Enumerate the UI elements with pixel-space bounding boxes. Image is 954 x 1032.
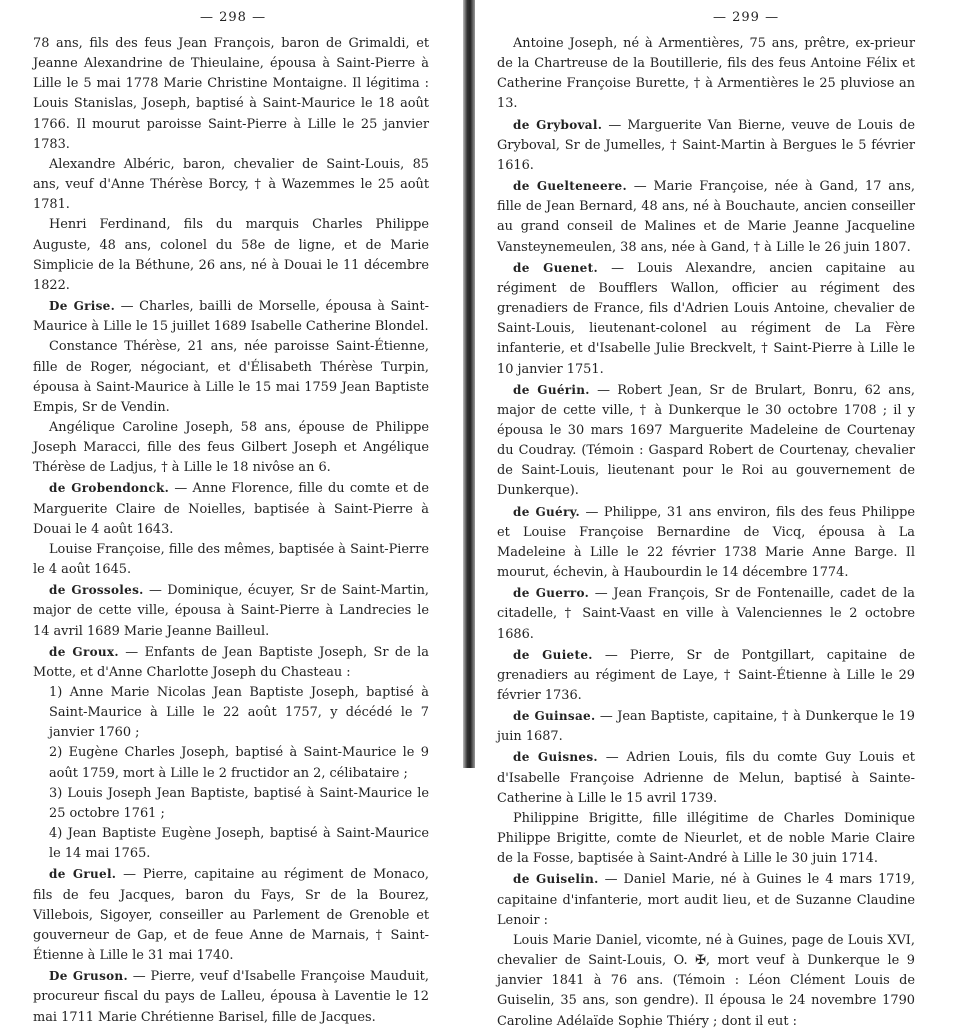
paragraph-text: Antoine Joseph, né à Armentières, 75 ans, prêtre, ex-prieur de la Chartreuse de la Boutillerie, fils des feus Antoine Félix et Catherine Françoise Burette, † à Armentières le 25 pluviose an 13. <box>497 36 915 112</box>
right-page <box>475 0 954 1029</box>
paragraph-text: 2) Eugène Charles Joseph, baptisé à Saint-Maurice le 9 août 1759, mort à Lille le 2 fructidor an 2, célibataire ; <box>49 745 429 781</box>
family-heading: de Groux. <box>49 644 119 659</box>
list-item <box>33 784 429 824</box>
entry-paragraph <box>497 869 915 930</box>
family-heading: de Guinsae. <box>513 709 596 724</box>
list-item <box>33 683 429 743</box>
entry-paragraph <box>33 296 429 337</box>
entry-paragraph <box>497 380 915 502</box>
paragraph-text: 1) Anne Marie Nicolas Jean Baptiste Joseph, baptisé à Saint-Maurice à Lille le 22 août 1757, y décédé le 7 janvier 1760 ; <box>49 685 429 741</box>
paragraph-text: — Anne Florence, fille du comte et de Marguerite Claire de Noielles, baptisée à Saint-Pierre à Douai le 4 août 1643. <box>33 481 429 537</box>
entry-paragraph <box>497 258 915 380</box>
family-heading: De Gruson. <box>49 969 128 984</box>
text-paragraph <box>33 418 429 478</box>
entry-paragraph <box>497 706 915 747</box>
family-heading: de Guenet. <box>513 260 598 275</box>
family-heading: de Guerro. <box>513 586 590 601</box>
paragraph-text: — Pierre, veuf d'Isabelle Françoise Mauduit, procureur fiscal du pays de Lalleu, épousa à Laventie le 12 mai 1711 Marie Chrétienne Barisel, fille de Jacques. <box>33 969 429 1025</box>
text-paragraph <box>497 809 915 869</box>
entry-paragraph <box>497 115 915 176</box>
family-heading: De Grise. <box>49 299 116 314</box>
paragraph-text: Philippine Brigitte, fille illégitime de Charles Dominique Philippe Brigitte, comte de Nieurlet, et de noble Marie Claire de la Fosse, baptisée à Saint-André à Lille le 30 juin 1714. <box>497 810 915 867</box>
entry-paragraph <box>497 747 915 808</box>
family-heading: de Guelteneere. <box>513 179 627 194</box>
paragraph-text: — Daniel Marie, né à Guines le 4 mars 1719, capitaine d'infanterie, mort audit lieu, et de Suzanne Claudine Lenoir : <box>497 872 915 928</box>
paragraph-text: — Jean François, Sr de Fontenaille, cadet de la citadelle, † Saint-Vaast en ville à Valenciennes le 2 octobre 1686. <box>497 586 915 642</box>
paragraph-text: — Charles, bailli de Morselle, épousa à Saint-Maurice à Lille le 15 juillet 1689 Isabelle Catherine Blondel. <box>33 299 429 335</box>
paragraph-text: Constance Thérèse, 21 ans, née paroisse Saint-Étienne, fille de Roger, négociant, et d'Élisabeth Thérèse Turpin, épousa à Saint-Maurice à Lille le 15 mai 1759 Jean Baptiste Empis, Sr de Vendin. <box>33 339 429 415</box>
paragraph-text: — Philippe, 31 ans environ, fils des feus Philippe et Louise Françoise Bernardine de Vicq, épousa à La Madeleine à Lille le 22 février 1738 Marie Anne Barge. Il mourut, échevin, à Haubourdin le 14 décembre 1774. <box>497 504 915 581</box>
entry-paragraph <box>33 642 429 683</box>
entry-paragraph <box>497 176 915 258</box>
paragraph-text: Louis Marie Daniel, vicomte, né à Guines, page de Louis XVI, chevalier de Saint-Louis, O. ✠, mort veuf à Dunkerque le 9 janvier 1841 à 76 ans. (Témoin : Léon Clément Louis de Guiselin, 35 ans, son gendre). Il épousa le 24 novembre 1790 Caroline Adélaïde Sophie Thiéry ; dont il eut : <box>497 932 915 1029</box>
text-paragraph <box>33 540 429 580</box>
text-paragraph <box>33 337 429 418</box>
paragraph-text: 3) Louis Joseph Jean Baptiste, baptisé à Saint-Maurice le 25 octobre 1761 ; <box>49 785 429 821</box>
paragraph-text: — Jean Baptiste, capitaine, † à Dunkerque le 19 juin 1687. <box>497 709 915 745</box>
family-heading: de Guisnes. <box>513 750 598 765</box>
family-heading: de Grossoles. <box>49 583 144 598</box>
paragraph-text: Angélique Caroline Joseph, 58 ans, épouse de Philippe Joseph Maracci, fille des feus Gilbert Joseph et Angélique Thérèse de Ladjus, † à Lille le 18 nivôse an 6. <box>33 419 429 476</box>
family-heading: de Gryboval. <box>513 117 603 132</box>
paragraph-text: — Marguerite Van Bierne, veuve de Louis de Gryboval, Sr de Jumelles, † Saint-Martin à Bergues le 5 février 1616. <box>497 117 916 173</box>
paragraph-text: 78 ans, fils des feus Jean François, baron de Grimaldi, et Jeanne Alexandrine de Thieulaine, épousa à Saint-Pierre à Lille le 5 mai 1778 Marie Christine Montaigne. Il légitima : Louis Stanislas, Joseph, baptisé à Saint-Maurice le 18 août 1766. Il mourut paroisse Saint-Pierre à Lille le 25 janvier 1783. <box>33 36 429 152</box>
entry-paragraph <box>33 864 429 966</box>
text-column <box>497 34 915 1032</box>
paragraph-text: Henri Ferdinand, fils du marquis Charles Philippe Auguste, 48 ans, colonel du 58e de ligne, et de Marie Simplicie de la Béthune, 26 ans, né à Douai le 11 décembre 1822. <box>33 217 429 293</box>
entry-paragraph <box>33 580 429 641</box>
paragraph-text: — Marie Françoise, née à Gand, 17 ans, fille de Jean Bernard, 48 ans, né à Bouchaute, ancien conseiller au grand conseil de Malines et de Marie Jeanne Jacqueline Vansteynemeulen, 38 ans, née à Gand, † à Lille le 26 juin 1807. <box>497 179 915 255</box>
left-page <box>0 0 464 1025</box>
text-paragraph <box>33 34 429 155</box>
paragraph-text: Louise Françoise, fille des mêmes, baptisée à Saint-Pierre le 4 août 1645. <box>33 541 429 578</box>
paragraph-text: — Adrien Louis, fils du comte Guy Louis et d'Isabelle Françoise Adrienne de Melun, baptisé à Sainte-Catherine à Lille le 15 avril 1739. <box>497 750 915 806</box>
entry-paragraph <box>33 478 429 539</box>
list-item <box>33 824 429 864</box>
text-paragraph <box>497 931 915 1032</box>
page-number: — 298 — <box>200 10 267 25</box>
paragraph-text: — Robert Jean, Sr de Brulart, Bonru, 62 ans, major de cette ville, † à Dunkerque le 30 octobre 1708 ; il y épousa le 30 mars 1697 Marguerite Madeleine de Courtenay du Coudray. (Témoin : Gaspard Robert de Courtenay, chevalier de Saint-Louis, lieutenant pour le Roi au gouvernement de Dunkerque). <box>497 382 915 499</box>
family-heading: de Guiselin. <box>513 872 599 887</box>
paragraph-text: 4) Jean Baptiste Eugène Joseph, baptisé à Saint-Maurice le 14 mai 1765. <box>49 826 429 862</box>
book-gutter <box>463 0 475 768</box>
family-heading: de Guérin. <box>513 382 590 397</box>
text-paragraph <box>497 34 915 115</box>
paragraph-text: — Pierre, Sr de Pontgillart, capitaine de grenadiers au régiment de Laye, † Saint-Étienne à Lille le 29 février 1736. <box>497 647 915 703</box>
text-paragraph <box>33 155 429 215</box>
entry-paragraph <box>33 966 429 1027</box>
paragraph-text: — Pierre, capitaine au régiment de Monaco, fils de feu Jacques, baron du Fays, Sr de la Bourez, Villebois, Sigoyer, conseiller au Parlement de Grenoble et gouverneur de Gap, et de feue Anne de Marnais, † Saint-Étienne à Lille le 31 mai 1740. <box>33 867 429 964</box>
entry-paragraph <box>497 583 915 644</box>
family-heading: de Guéry. <box>513 504 580 519</box>
page-number: — 299 — <box>713 10 780 25</box>
entry-paragraph <box>497 502 915 584</box>
paragraph-text: — Dominique, écuyer, Sr de Saint-Martin, major de cette ville, épousa à Saint-Pierre à Landrecies le 14 avril 1689 Marie Jeanne Bailleul. <box>33 583 429 639</box>
family-heading: de Grobendonck. <box>49 481 170 496</box>
list-item <box>33 743 429 783</box>
paragraph-text: — Louis Alexandre, ancien capitaine au régiment de Boufflers Wallon, officier au régiment des grenadiers de France, fils d'Adrien Louis Antoine, chevalier de Saint-Louis, lieutenant-colonel au régiment de La Fère infanterie, et d'Isabelle Julie Breckvelt, † Saint-Pierre à Lille le 10 janvier 1751. <box>497 260 915 377</box>
paragraph-text: — Enfants de Jean Baptiste Joseph, Sr de la Motte, et d'Anne Charlotte Joseph du Chasteau : <box>33 644 429 680</box>
text-column <box>33 34 429 1028</box>
family-heading: de Guiete. <box>513 647 593 662</box>
text-paragraph <box>33 215 429 296</box>
entry-paragraph <box>497 645 915 706</box>
paragraph-text: Alexandre Albéric, baron, chevalier de Saint-Louis, 85 ans, veuf d'Anne Thérèse Borcy, † à Wazemmes le 25 août 1781. <box>33 156 429 213</box>
family-heading: de Gruel. <box>49 867 117 882</box>
